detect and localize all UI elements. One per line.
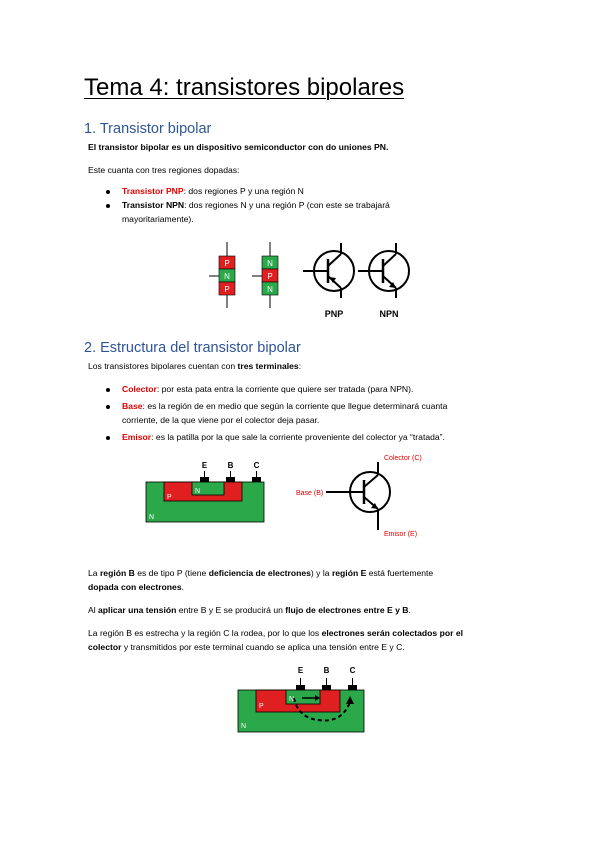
intro-text: El transistor bipolar es un dispositivo semiconductor con do uniones PN.: [88, 142, 389, 152]
base-region-label: P: [259, 703, 264, 710]
base-region-label: P: [167, 494, 172, 501]
paragraph-collector: La región B es estrecha y la región C la rodea, por lo que los electrones serán colectados por el: [88, 628, 463, 638]
page-title: Tema 4: transistores bipolares: [84, 74, 405, 101]
bullet-base: Base: es la región de en medio que según la corriente que llegue determinará cuanta: [122, 401, 448, 411]
terminal-c-label: C: [253, 461, 260, 470]
pnp-layer-1: P: [224, 259, 230, 268]
collector-region-label: N: [149, 514, 155, 521]
bullet-dot: [106, 190, 110, 194]
npn-block: [252, 242, 278, 308]
npn-caption: NPN: [379, 309, 399, 319]
npn-symbol: [358, 243, 409, 298]
pnp-layer-3: P: [224, 285, 230, 294]
paragraph-region-b-cont: dopada con electrones.: [88, 582, 184, 592]
pnp-symbol: [303, 243, 354, 298]
terminal-b-label: B: [323, 666, 330, 675]
paragraph-region-b: La región B es de tipo P (tiene deficiencia de electrones) y la región E está fuertemente: [88, 568, 434, 578]
section-heading-transistor-bipolar: 1. Transistor bipolar: [84, 121, 212, 137]
bullet-npn: Transistor NPN: dos regiones N y una región P (con este se trabajará: [122, 200, 390, 210]
bullet-colector: Colector: por esta pata entra la corriente que quiere ser tratada (para NPN).: [122, 384, 414, 394]
transistor-types-figure: [195, 238, 425, 323]
pnp-layer-2: N: [224, 272, 230, 281]
terminal-b-label: B: [227, 461, 234, 470]
emitter-label: Emisor (E): [384, 531, 418, 538]
bullet-dot: [106, 436, 110, 440]
collector-label: Colector (C): [384, 455, 422, 462]
terminal-c-label: C: [349, 666, 356, 675]
bullet-dot: [106, 405, 110, 409]
bullet-base-cont: corriente, de la que viene por el colector deja pasar.: [122, 415, 320, 425]
npn-layer-3: N: [267, 285, 273, 294]
npn-layer-2: P: [267, 272, 273, 281]
bullet-pnp: Transistor PNP: dos regiones P y una región N: [122, 186, 304, 196]
emitter-region-label: N: [289, 696, 295, 703]
terminal-e-label: E: [201, 461, 208, 470]
cross-section: [146, 461, 264, 522]
bullet-dot: [106, 388, 110, 392]
terminal-e-label: E: [297, 666, 304, 675]
structure-figure: [140, 452, 440, 548]
section-heading-estructura: 2. Estructura del transistor bipolar: [84, 340, 301, 356]
bullet-npn-cont: mayoritariamente).: [122, 214, 194, 224]
base-label: Base (B): [296, 490, 324, 497]
npn-layer-1: N: [267, 259, 273, 268]
collector-region-label: N: [241, 723, 247, 730]
npn-labelled-symbol: [296, 455, 422, 538]
paragraph-tension: Al aplicar una tensión entre B y E se producirá un flujo de electrones entre E y B.: [88, 605, 411, 615]
regions-text: Este cuanta con tres regiones dopadas:: [88, 165, 240, 175]
pnp-block: [209, 242, 235, 308]
pnp-caption: PNP: [324, 309, 344, 319]
paragraph-collector-cont: colector y transmitidos por este terminal cuando se aplica una tensión entre E y C.: [88, 642, 405, 652]
bullet-dot: [106, 204, 110, 208]
bullet-emisor: Emisor: es la patilla por la que sale la corriente proveniente del colector ya “tratada”.: [122, 432, 445, 442]
emitter-region-label: N: [195, 488, 201, 495]
electron-flow-figure: [232, 658, 372, 738]
terminals-intro: Los transistores bipolares cuentan con tres terminales:: [88, 361, 302, 371]
